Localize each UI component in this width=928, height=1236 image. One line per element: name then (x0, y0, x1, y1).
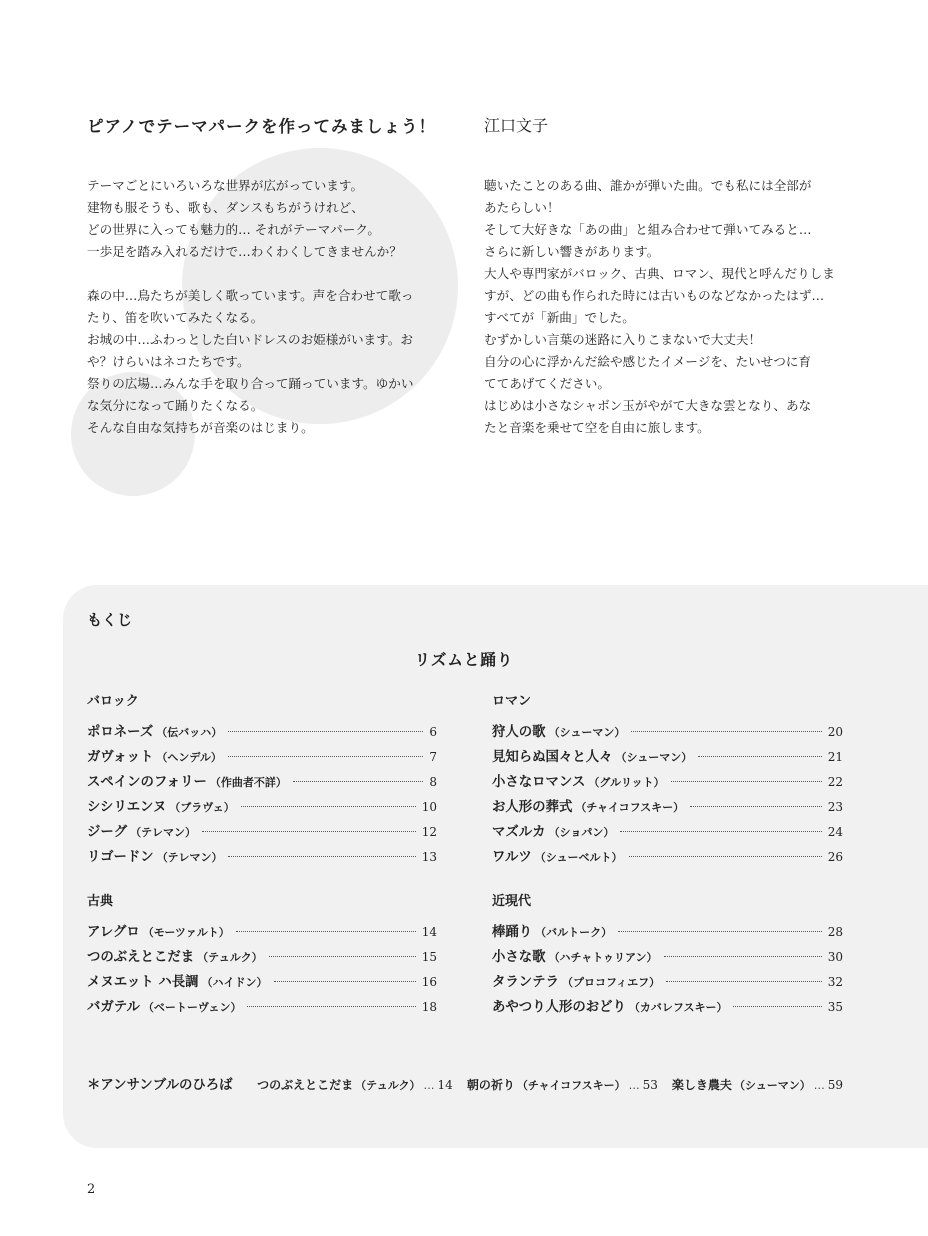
intro-left-column (87, 175, 447, 439)
toc-entry (87, 846, 437, 871)
intro-line: そして大好きな「あの曲」と組み合わせて弾いてみると… (484, 222, 812, 237)
piece-title: 狩人の歌 (492, 725, 546, 740)
section-heading: 古典 (87, 894, 114, 909)
toc-entry (87, 746, 437, 771)
ensemble-item (467, 1076, 658, 1093)
page-ref: 23 (827, 800, 843, 814)
piece-title: あやつり人形のおどり (492, 1000, 626, 1015)
ensemble-composer: （チャイコフスキー） (516, 1079, 626, 1092)
composer-name: （テレマン） (130, 826, 196, 839)
intro-line: あたらしい！ (484, 200, 560, 215)
intro-line: そんな自由な気持ちが音楽のはじまり。 (87, 420, 314, 435)
toc-section-baroque (87, 692, 437, 871)
section-heading: ロマン (492, 694, 532, 709)
piece-title: メヌエット ハ長調 (87, 975, 199, 990)
page-ref: 16 (421, 975, 437, 989)
toc-entry (87, 971, 437, 996)
leader-dots (690, 806, 822, 807)
composer-name: （モーツァルト） (142, 926, 230, 939)
toc-title: もくじ (87, 611, 133, 629)
ensemble-composer: （シューマン） (733, 1079, 811, 1092)
intro-line: な気分になって踊りたくなる。 (87, 398, 264, 413)
composer-name: （チャイコフスキー） (575, 801, 685, 814)
section-heading: 近現代 (492, 894, 532, 909)
leader-dots (698, 756, 821, 757)
intro-line: 自分の心に浮かんだ絵や感じたイメージを、たいせつに育 (484, 354, 812, 369)
leader-dots (733, 1006, 821, 1007)
composer-name: （シューベルト） (534, 851, 623, 864)
toc-entry (87, 796, 437, 821)
leader-dots (202, 831, 416, 832)
toc-entry (492, 746, 843, 771)
page-ref: 15 (421, 950, 437, 964)
leader-dots (664, 956, 822, 957)
section-heading: バロック (87, 694, 139, 709)
intro-line: どの世界に入っても魅力的… それがテーマパーク。 (87, 222, 381, 237)
toc-entry (492, 771, 843, 796)
leader-dots (241, 806, 416, 807)
intro-line: むずかしい言葉の迷路に入りこまないで大丈夫！ (484, 332, 762, 347)
composer-name: （ブラヴェ） (169, 801, 235, 814)
page-number: 2 (87, 1182, 96, 1197)
toc-entry (492, 946, 843, 971)
intro-line: テーマごとにいろいろな世界が広がっています。 (87, 178, 364, 193)
leader-dots (247, 1006, 415, 1007)
piece-title: マズルカ (492, 825, 546, 840)
piece-title: シシリエンヌ (87, 800, 167, 815)
ensemble-page-ref: 14 (437, 1078, 453, 1092)
ensemble-piece-title: 楽しき農夫 (671, 1078, 732, 1092)
toc-entry (87, 921, 437, 946)
toc-entry (492, 921, 843, 946)
leader-dots (631, 731, 821, 732)
leader-dots: … (813, 1079, 825, 1092)
page-ref: 10 (421, 800, 437, 814)
intro-line: たと音楽を乗せて空を自由に旅します。 (484, 420, 710, 435)
page-ref: 13 (421, 850, 437, 864)
ensemble-page-ref: 53 (642, 1078, 658, 1092)
intro-line: 森の中…鳥たちが美しく歌っています。声を合わせて歌っ (87, 288, 414, 303)
paragraph-gap (87, 263, 447, 285)
composer-name: （シューマン） (548, 726, 626, 739)
toc-entry (492, 821, 843, 846)
piece-title: ポロネーズ (87, 725, 154, 740)
toc-entry (492, 996, 843, 1021)
ensemble-composer: （テュルク） (355, 1079, 421, 1092)
piece-title: アレグロ (87, 925, 140, 940)
intro-line: ててあげてください。 (484, 376, 610, 391)
piece-title: お人形の葬式 (492, 800, 573, 815)
piece-title: 見知らぬ国々と人々 (492, 750, 613, 765)
composer-name: （ヘンデル） (156, 751, 222, 764)
toc-entry (87, 996, 437, 1021)
page-ref: 8 (429, 775, 437, 789)
toc-entry (87, 721, 437, 746)
composer-name: （プロコフィエフ） (561, 976, 661, 989)
intro-line: 聴いたことのある曲、誰かが弾いた曲。でも私には全部が (484, 178, 812, 193)
toc-entry (87, 821, 437, 846)
composer-name: （伝バッハ） (156, 726, 223, 739)
page-ref: 26 (827, 850, 843, 864)
page-ref: 28 (827, 925, 843, 939)
composer-name: （作曲者不詳） (209, 776, 287, 789)
composer-name: （カバレフスキー） (628, 1001, 728, 1014)
page-ref: 21 (827, 750, 843, 764)
intro-line: はじめは小さなシャボン玉がやがて大きな雲となり、あな (484, 398, 812, 413)
leader-dots: … (423, 1079, 435, 1092)
intro-line: や？けらいはネコたちです。 (87, 354, 250, 369)
ensemble-piece-title: 朝の祈り (466, 1078, 515, 1092)
ensemble-piece-title: つのぶえとこだま (257, 1078, 354, 1092)
leader-dots: … (628, 1079, 640, 1092)
leader-dots (228, 756, 423, 757)
piece-title: 棒踊り (492, 925, 533, 940)
toc-entry (492, 971, 843, 996)
intro-line: さらに新しい響きがあります。 (484, 244, 660, 259)
page-ref: 20 (827, 725, 843, 739)
composer-name: （ベートーヴェン） (142, 1001, 242, 1014)
intro-line: お城の中…ふわっとした白いドレスのお姫様がいます。お (87, 332, 413, 347)
page-ref: 30 (827, 950, 843, 964)
page-ref: 12 (421, 825, 437, 839)
toc-section-modern (492, 892, 843, 1021)
toc-section-romantic (492, 692, 843, 871)
composer-name: （ハチャトゥリアン） (548, 951, 658, 964)
toc-entry (492, 721, 843, 746)
piece-title: つのぶえとこだま (87, 950, 195, 965)
leader-dots (274, 981, 416, 982)
toc-ensemble-row (87, 1074, 843, 1093)
intro-line: 祭りの広場…みんな手を取り合って踊っています。ゆかい (87, 376, 414, 391)
composer-name: （テュルク） (197, 951, 263, 964)
ensemble-heading: ＊アンサンブルのひろば (87, 1078, 233, 1093)
toc-entry (492, 796, 843, 821)
toc-entry (492, 846, 843, 871)
intro-line: たり、笛を吹いてみたくなる。 (87, 310, 264, 325)
page-ref: 14 (421, 925, 437, 939)
leader-dots (228, 856, 415, 857)
page-ref: 6 (429, 725, 437, 739)
piece-title: バガテル (87, 1000, 140, 1015)
leader-dots (671, 781, 822, 782)
piece-title: タランテラ (492, 975, 559, 990)
leader-dots (293, 781, 424, 782)
composer-name: （ハイドン） (201, 976, 268, 989)
toc-section-classical (87, 892, 437, 1021)
intro-title: ピアノでテーマパークを作ってみましょう！ (87, 117, 437, 136)
intro-line: すが、どの曲も作られた時には古いものなどなかったはず… (484, 288, 825, 303)
intro-right-column (484, 175, 846, 439)
page-ref: 22 (827, 775, 843, 789)
page-ref: 35 (827, 1000, 843, 1014)
page-ref: 18 (421, 1000, 437, 1014)
leader-dots (269, 956, 416, 957)
page-ref: 7 (429, 750, 437, 764)
composer-name: （グルリット） (588, 776, 665, 789)
page-ref: 24 (827, 825, 843, 839)
piece-title: スペインのフォリー (87, 775, 207, 790)
composer-name: （バルトーク） (535, 926, 613, 939)
toc-entry (87, 771, 437, 796)
piece-title: 小さなロマンス (492, 775, 586, 790)
piece-title: ジーグ (87, 825, 128, 840)
toc-entry (87, 946, 437, 971)
page-ref: 32 (827, 975, 843, 989)
toc-subtitle: リズムと踊り (414, 651, 514, 669)
intro-line: 建物も服そうも、歌も、ダンスもちがうけれど、 (87, 200, 364, 215)
leader-dots (236, 931, 416, 932)
leader-dots (618, 931, 822, 932)
intro-line: 一歩足を踏み入れるだけで…わくわくしてきませんか？ (87, 244, 402, 259)
intro-line: すべてが「新曲」でした。 (484, 310, 635, 325)
ensemble-item (257, 1076, 453, 1093)
piece-title: ワルツ (492, 850, 532, 865)
piece-title: リゴードン (87, 850, 154, 865)
composer-name: （ショパン） (548, 826, 615, 839)
leader-dots (629, 856, 822, 857)
composer-name: （テレマン） (156, 851, 223, 864)
leader-dots (666, 981, 822, 982)
leader-dots (228, 731, 423, 732)
intro-line: 大人や専門家がバロック、古典、ロマン、現代と呼んだりしま (484, 266, 835, 281)
piece-title: ガヴォット (87, 750, 154, 765)
ensemble-page-ref: 59 (827, 1078, 843, 1092)
leader-dots (620, 831, 821, 832)
ensemble-item (672, 1076, 843, 1093)
intro-author: 江口文子 (484, 116, 549, 135)
piece-title: 小さな歌 (492, 950, 546, 965)
composer-name: （シューマン） (615, 751, 693, 764)
